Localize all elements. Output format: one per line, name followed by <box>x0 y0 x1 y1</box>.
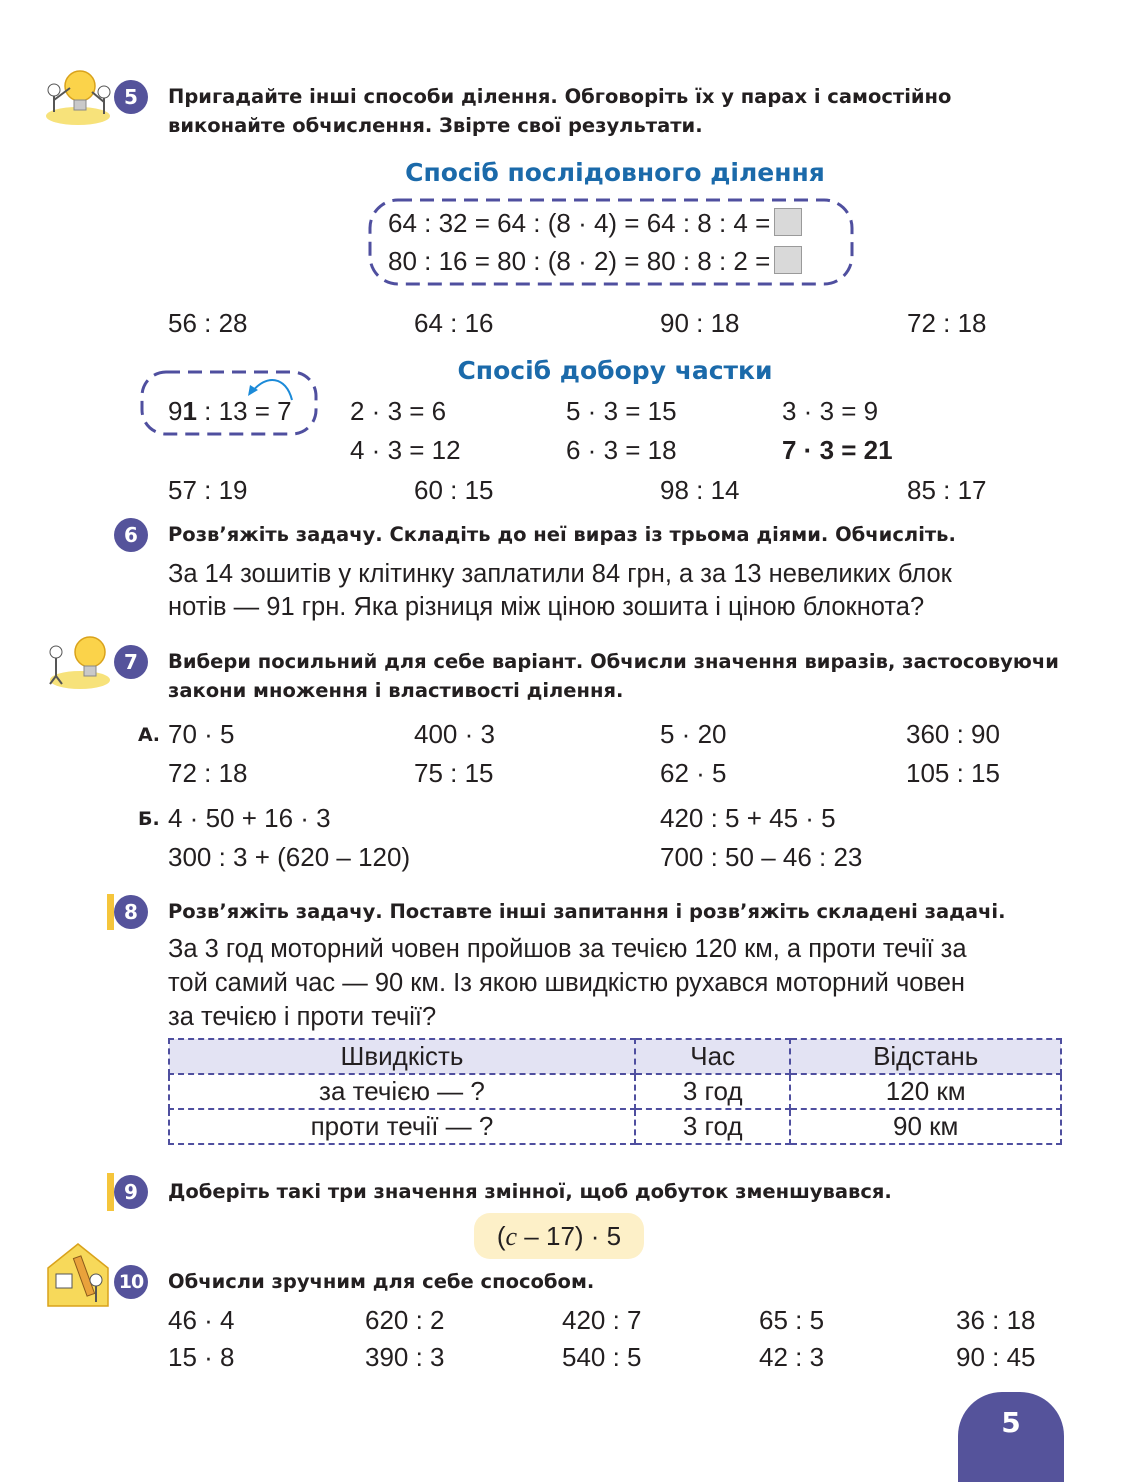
quotient-selection-example <box>168 395 292 427</box>
exercise-item: 90 : 45 <box>956 1342 1036 1372</box>
exercise-item: 360 : 90 <box>906 719 1000 749</box>
table-row <box>169 1074 1061 1109</box>
example-bold-digit: 1 <box>182 396 197 426</box>
equation-1-text: 64 : 32 = 64 : (8 · 4) = 64 : 8 : 4 = <box>388 208 771 238</box>
trial-product: 3 · 3 = 9 <box>782 396 879 426</box>
exercise-item: 300 : 3 + (620 – 120) <box>168 842 411 872</box>
exercise-item: 60 : 15 <box>414 475 494 505</box>
exercise-item: 75 : 15 <box>414 758 494 788</box>
motion-data-table <box>168 1038 1062 1145</box>
table-row <box>169 1109 1061 1144</box>
table-header-cell: Час <box>635 1039 790 1074</box>
exercise-item: 46 · 4 <box>168 1305 235 1335</box>
table-cell: 3 год <box>635 1109 790 1144</box>
example-digit: 9 <box>168 396 183 426</box>
exercise-item: 15 · 8 <box>168 1342 235 1372</box>
exercise-item: 57 : 19 <box>168 475 248 505</box>
exercise-item: 72 : 18 <box>907 308 987 338</box>
trial-product: 6 · 3 = 18 <box>566 435 677 465</box>
variant-a-label: А. <box>138 724 160 746</box>
lightbulb-pair-icon <box>42 66 112 126</box>
trial-product: 5 · 3 = 15 <box>566 396 677 426</box>
example-rest: : 13 = 7 <box>196 396 292 426</box>
lightbulb-icon <box>40 632 112 690</box>
formula-rest: – 17) · 5 <box>517 1221 622 1251</box>
equation-line-2 <box>388 245 802 277</box>
formula-variable: c <box>505 1222 518 1251</box>
answer-box[interactable] <box>774 246 802 274</box>
exercise-item: 62 · 5 <box>660 758 727 788</box>
exercise-6-badge: 6 <box>114 518 148 552</box>
house-pencil-icon <box>44 1240 116 1310</box>
trial-product: 4 · 3 = 12 <box>350 435 461 465</box>
exercise-item: 90 : 18 <box>660 308 740 338</box>
exercise-5-instruction: Пригадайте інші способи ділення. Обговоріть їх у парах і самостійно виконайте обчислення. Звірте свої результати. <box>168 85 952 137</box>
exercise-item: 105 : 15 <box>906 758 1000 788</box>
exercise-8-task-line: за течією і проти течії? <box>168 1003 437 1031</box>
table-cell: 3 год <box>635 1074 790 1109</box>
exercise-item: 700 : 50 – 46 : 23 <box>660 842 863 872</box>
exercise-item: 36 : 18 <box>956 1305 1036 1335</box>
variant-b-label: Б. <box>138 808 160 830</box>
table-cell: 120 км <box>790 1074 1061 1109</box>
equation-2-text: 80 : 16 = 80 : (8 · 2) = 80 : 8 : 2 = <box>388 246 771 276</box>
method-quotient-selection-title: Спосіб добору частки <box>457 356 773 385</box>
table-cell: за течією — ? <box>169 1074 635 1109</box>
exercise-item: 70 · 5 <box>168 719 235 749</box>
exercise-10-badge: 10 <box>114 1265 148 1299</box>
exercise-item: 420 : 7 <box>562 1305 642 1335</box>
method-sequential-division-title: Спосіб послідовного ділення <box>405 158 825 187</box>
accent-bar <box>107 894 114 930</box>
exercise-item: 390 : 3 <box>365 1342 445 1372</box>
exercise-item: 98 : 14 <box>660 475 740 505</box>
table-cell: 90 км <box>790 1109 1061 1144</box>
exercise-item: 72 : 18 <box>168 758 248 788</box>
exercise-item: 4 · 50 + 16 · 3 <box>168 803 331 833</box>
answer-box[interactable] <box>774 208 802 236</box>
exercise-8-instruction: Розв’яжіть задачу. Поставте інші запитання і розв’яжіть складені задачі. <box>168 900 1006 923</box>
exercise-9-instruction: Доберіть такі три значення змінної, щоб добуток зменшувався. <box>168 1180 892 1203</box>
exercise-8-task-line: той самий час — 90 км. Із якою швидкістю рухався моторний човен <box>168 969 965 997</box>
exercise-6-task-line: За 14 зошитів у клітинку заплатили 84 грн, а за 13 невеликих блок <box>168 560 952 588</box>
page-number: 5 <box>958 1392 1064 1482</box>
exercise-item: 400 · 3 <box>414 719 495 749</box>
exercise-6-instruction: Розв’яжіть задачу. Складіть до неї вираз із трьома діями. Обчисліть. <box>168 523 956 546</box>
exercise-item: 64 : 16 <box>414 308 494 338</box>
table-header-cell: Швидкість <box>169 1039 635 1074</box>
table-header-row <box>169 1039 1061 1074</box>
table-cell: проти течії — ? <box>169 1109 635 1144</box>
table-header-cell: Відстань <box>790 1039 1061 1074</box>
exercise-7-instruction: Вибери посильний для себе варіант. Обчисли значення виразів, застосовуючи закони множення і властивості ділення. <box>168 650 1059 702</box>
exercise-item: 85 : 17 <box>907 475 987 505</box>
exercise-5-badge: 5 <box>114 80 148 114</box>
trial-product: 2 · 3 = 6 <box>350 396 447 426</box>
exercise-item: 65 : 5 <box>759 1305 825 1335</box>
exercise-item: 56 : 28 <box>168 308 248 338</box>
exercise-item: 620 : 2 <box>365 1305 445 1335</box>
equation-line-1 <box>388 207 802 239</box>
exercise-6-task-line: нотів — 91 грн. Яка різниця між ціною зошита і ціною блокнота? <box>168 593 925 621</box>
exercise-item: 420 : 5 + 45 · 5 <box>660 803 836 833</box>
exercise-item: 540 : 5 <box>562 1342 642 1372</box>
accent-bar <box>107 1173 114 1211</box>
variable-expression <box>474 1213 644 1259</box>
exercise-8-badge: 8 <box>114 895 148 929</box>
trial-product-correct: 7 · 3 = 21 <box>782 435 893 465</box>
exercise-item: 42 : 3 <box>759 1342 825 1372</box>
exercise-10-instruction: Обчисли зручним для себе способом. <box>168 1270 595 1293</box>
exercise-9-badge: 9 <box>114 1175 148 1209</box>
formula-paren: ( <box>496 1221 506 1251</box>
exercise-7-badge: 7 <box>114 645 148 679</box>
exercise-item: 5 · 20 <box>660 719 727 749</box>
exercise-8-task-line: За 3 год моторний човен пройшов за течією 120 км, а проти течії за <box>168 935 967 963</box>
